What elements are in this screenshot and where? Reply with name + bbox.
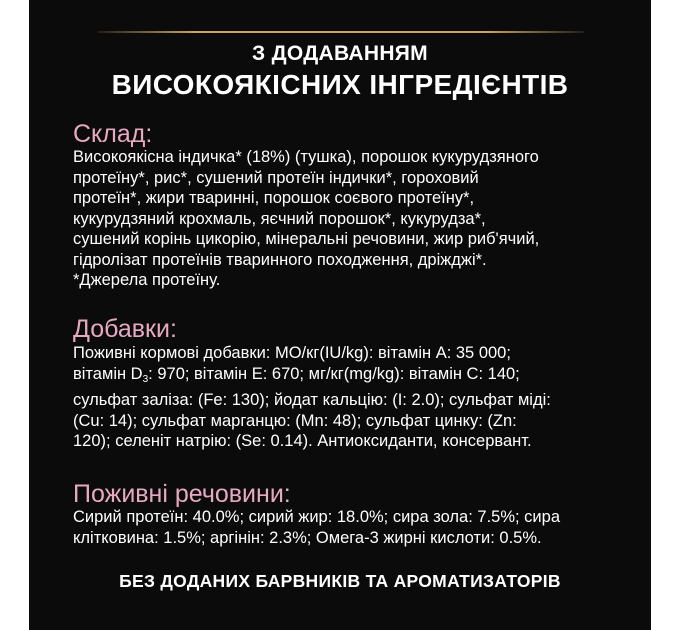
nutrients-title: Поживні речовини: <box>73 480 291 508</box>
additives-line <box>73 364 633 391</box>
additives-title: Добавки: <box>73 315 177 343</box>
composition-line: протеїн*, жири тваринні, порошок соєвого протеїну*, <box>73 189 475 207</box>
nutrients-line: клітковина: 1.5%; аргінін: 2.3%; Омега-3 жирні кислоти: 0.5%. <box>73 528 542 547</box>
additives-line: 120); селеніт натрію: (Se: 0.14). Антиоксиданти, консервант. <box>73 432 532 450</box>
label-panel <box>29 0 651 630</box>
footer-no-additives: БЕЗ ДОДАНИХ БАРВНИКІВ ТА АРОМАТИЗАТОРІВ <box>119 571 561 591</box>
composition-line: кукурудзяний крохмаль, яєчний порошок*, кукурудза*, <box>73 209 486 228</box>
additives-line: (Cu: 14); сульфат марганцю: (Mn: 48); сульфат цинку: (Zn: <box>73 411 517 430</box>
composition-footnote: *Джерела протеїну. <box>73 271 221 289</box>
heading-quality-ingredients: ВИСОКОЯКІСНИХ ІНГРЕДІЄНТІВ <box>111 69 569 100</box>
composition-line: гідролізат протеїнів тваринного походження, дріжджі*. <box>73 250 487 269</box>
composition-title: Склад: <box>73 120 153 148</box>
composition-line: Високоякісна індичка* (18%) (тушка), порошок кукурудзяного <box>73 148 539 166</box>
nutrients-text <box>73 507 633 548</box>
additives-vitamin-d-subscript: 3 <box>142 373 149 385</box>
additives-line: Поживні кормові добавки: МО/кг(IU/kg): вітамін А: 35 000; <box>73 344 511 362</box>
composition-text <box>73 147 633 291</box>
composition-line: протеїну*, рис*, сушений протеїн індички*, гороховий <box>73 168 479 187</box>
additives-text <box>73 343 633 452</box>
composition-line: сушений корінь цикорію, мінеральні речовини, жир риб'ячий, <box>73 230 540 248</box>
additives-line: сульфат заліза: (Fe: 130); йодат кальцію: (I: 2.0); сульфат міді: <box>73 391 551 409</box>
heading-with-addition: З ДОДАВАННЯМ <box>252 42 428 65</box>
gold-divider <box>98 31 584 33</box>
nutrients-line: Сирий протеїн: 40.0%; сирий жир: 18.0%; сира зола: 7.5%; сира <box>73 508 560 526</box>
additives-vitamin-d-label: вітамін D <box>73 364 143 383</box>
additives-line-rest: : 970; вітамін Е: 670; мг/кг(mg/kg): вітамін С: 140; <box>148 364 520 383</box>
